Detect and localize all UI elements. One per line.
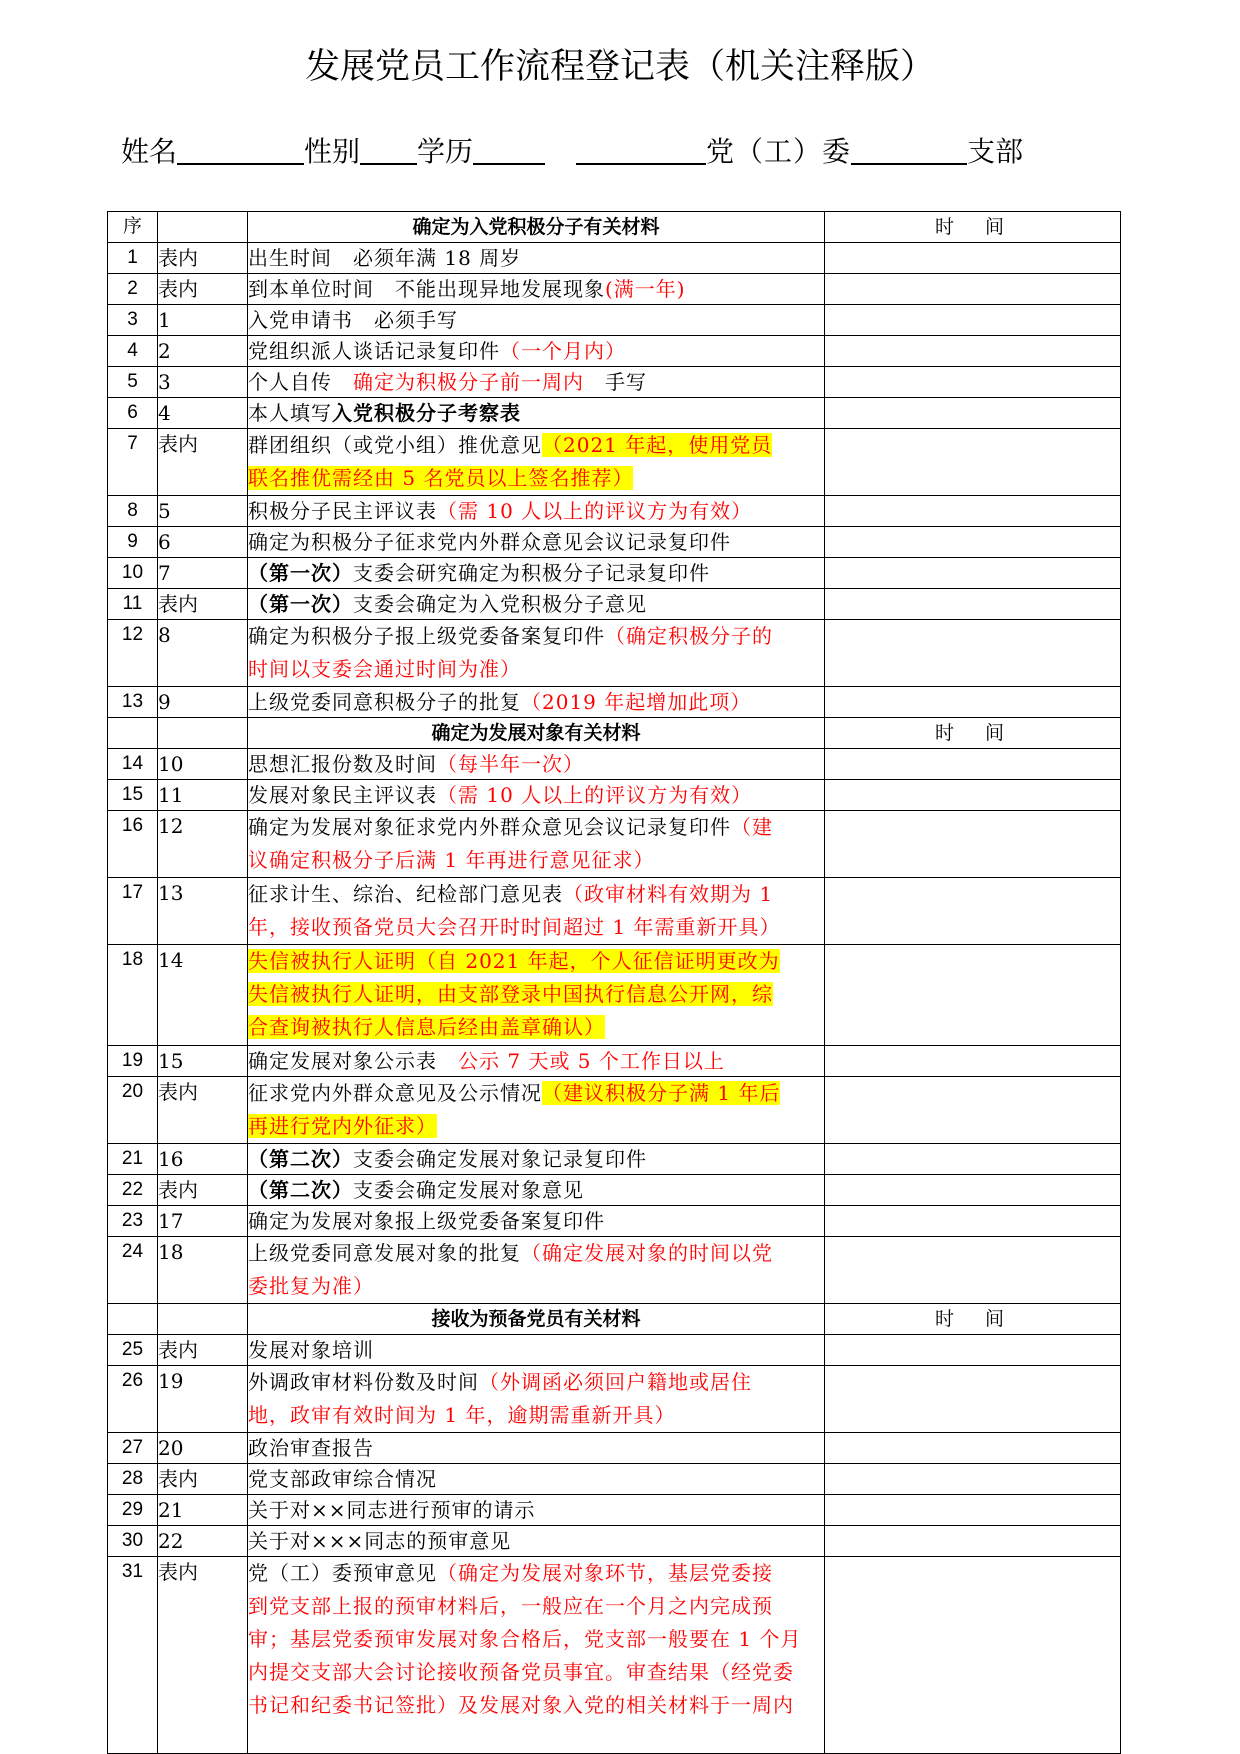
- item-line: [248, 1270, 824, 1303]
- seq-cell: 17: [108, 878, 158, 945]
- time-cell: [825, 1366, 1121, 1433]
- item-cell: [248, 1237, 825, 1304]
- item-line: [248, 305, 824, 335]
- table-row: [108, 1557, 1121, 1754]
- table-row: [108, 811, 1121, 878]
- item-line: [248, 1557, 824, 1590]
- ref-cell: 3: [158, 367, 248, 398]
- item-line: [248, 749, 824, 779]
- ref-cell: 6: [158, 527, 248, 558]
- registration-table-body: [108, 212, 1121, 1754]
- table-row: [108, 589, 1121, 620]
- item-line: [248, 398, 824, 428]
- item-line: [248, 1495, 824, 1525]
- ref-cell: 4: [158, 398, 248, 429]
- item-cell: [248, 589, 825, 620]
- highlighted-annotation: 合查询被执行人信息后经由盖章确认）: [248, 1015, 605, 1039]
- item-text: 确定为积极分子征求党内外群众意见会议记录复印件: [248, 530, 731, 554]
- highlighted-annotation: 失信被执行人证明（自 2021 年起，个人征信证明更改为: [248, 949, 780, 973]
- section-header-row: [108, 1304, 1121, 1335]
- seq-cell: 28: [108, 1464, 158, 1495]
- ref-cell: 18: [158, 1237, 248, 1304]
- time-cell: [825, 945, 1121, 1046]
- time-cell: [825, 367, 1121, 398]
- seq-cell: 5: [108, 367, 158, 398]
- table-row: [108, 558, 1121, 589]
- item-cell: [248, 1495, 825, 1526]
- time-cell: [825, 749, 1121, 780]
- item-line: [248, 1144, 824, 1174]
- item-text: 征求计生、综治、纪检部门意见表: [248, 882, 563, 906]
- ref-cell: 9: [158, 687, 248, 718]
- item-cell: [248, 1206, 825, 1237]
- item-text: 积极分子民主评议表: [248, 499, 437, 523]
- item-line: [248, 1689, 824, 1722]
- seq-cell: 4: [108, 336, 158, 367]
- time-cell: [825, 1335, 1121, 1366]
- seq-cell: 23: [108, 1206, 158, 1237]
- item-line: [248, 243, 824, 273]
- item-line: [248, 1366, 824, 1399]
- item-text: 确定发展对象公示表: [248, 1049, 458, 1073]
- time-cell: [825, 336, 1121, 367]
- ref-cell: 14: [158, 945, 248, 1046]
- time-cell: [825, 687, 1121, 718]
- time-cell: [825, 878, 1121, 945]
- ref-cell: 15: [158, 1046, 248, 1077]
- item-cell: [248, 945, 825, 1046]
- table-row: [108, 274, 1121, 305]
- annotation-text: 时间以支委会通过时间为准）: [248, 657, 521, 681]
- seq-cell: 20: [108, 1077, 158, 1144]
- item-cell: [248, 1144, 825, 1175]
- branch-label: 支部: [967, 135, 1024, 168]
- ref-cell: 表内: [158, 243, 248, 274]
- gender-blank: [360, 135, 417, 165]
- time-cell: [825, 589, 1121, 620]
- seq-header-cell: 序: [108, 212, 158, 243]
- item-cell: [248, 780, 825, 811]
- item-line: [248, 336, 824, 366]
- item-cell: [248, 243, 825, 274]
- table-row: [108, 1335, 1121, 1366]
- time-cell: [825, 398, 1121, 429]
- education-label: 学历: [417, 135, 474, 168]
- item-text: 确定为发展对象征求党内外群众意见会议记录复印件: [248, 815, 731, 839]
- item-cell: [248, 336, 825, 367]
- ref-cell: 表内: [158, 1557, 248, 1754]
- item-cell: [248, 1557, 825, 1754]
- item-line: [248, 1464, 824, 1494]
- item-text: 支委会确定为入党积极分子意见: [353, 592, 647, 616]
- table-row: [108, 1464, 1121, 1495]
- time-cell: [825, 1237, 1121, 1304]
- time-cell: [825, 1046, 1121, 1077]
- table-row: [108, 620, 1121, 687]
- item-cell: [248, 1046, 825, 1077]
- item-line: [248, 1175, 824, 1205]
- ref-cell: 21: [158, 1495, 248, 1526]
- seq-cell: 29: [108, 1495, 158, 1526]
- table-row: [108, 496, 1121, 527]
- item-text: 关于对××同志进行预审的请示: [248, 1498, 536, 1522]
- annotation-text: 内提交支部大会讨论接收预备党员事宜。审查结果（经党委: [248, 1660, 794, 1684]
- item-line: [248, 978, 824, 1011]
- annotation-text: 审；基层党委预审发展对象合格后，党支部一般要在 1 个月: [248, 1627, 802, 1651]
- annotation-text: 地，政审有效时间为 1 年，逾期需重新开具）: [248, 1403, 676, 1427]
- ref-cell: 表内: [158, 1335, 248, 1366]
- item-cell: [248, 811, 825, 878]
- item-cell: [248, 620, 825, 687]
- item-line: [248, 1526, 824, 1556]
- annotation-text: （确定积极分子的: [605, 624, 773, 648]
- seq-cell: 31: [108, 1557, 158, 1754]
- item-line: [248, 620, 824, 653]
- item-text: 思想汇报份数及时间: [248, 752, 437, 776]
- emphasis-text: （第一次）: [248, 592, 353, 616]
- item-line: [248, 844, 824, 877]
- ref-cell: 22: [158, 1526, 248, 1557]
- item-line: [248, 558, 824, 588]
- table-row: [108, 780, 1121, 811]
- item-text: 本人填写: [248, 401, 332, 425]
- seq-cell: 30: [108, 1526, 158, 1557]
- ref-cell: 13: [158, 878, 248, 945]
- table-row: [108, 1175, 1121, 1206]
- ref-cell: 10: [158, 749, 248, 780]
- item-line: [248, 1623, 824, 1656]
- seq-cell: 22: [108, 1175, 158, 1206]
- item-text: 党组织派人谈话记录复印件: [248, 339, 500, 363]
- time-cell: [825, 1526, 1121, 1557]
- seq-cell: 7: [108, 429, 158, 496]
- item-text: 关于对×××同志的预审意见: [248, 1529, 512, 1553]
- item-line: [248, 1399, 824, 1432]
- annotation-text: （一个月内）: [500, 339, 626, 363]
- item-cell: [248, 367, 825, 398]
- gender-label: 性别: [304, 135, 361, 168]
- emphasis-text: （第二次）: [248, 1178, 353, 1202]
- ref-cell: 表内: [158, 1464, 248, 1495]
- item-cell: [248, 274, 825, 305]
- annotation-text: 委批复为准）: [248, 1274, 374, 1298]
- annotation-text: 确定为积极分子前一周内: [353, 370, 584, 394]
- annotation-text: （确定为发展对象环节，基层党委接: [437, 1561, 773, 1585]
- item-text: 党支部政审综合情况: [248, 1467, 437, 1491]
- ref-cell: 表内: [158, 1175, 248, 1206]
- section-header-row: [108, 718, 1121, 749]
- item-cell: [248, 1464, 825, 1495]
- registration-table: [107, 211, 1121, 1754]
- ref-cell: 表内: [158, 274, 248, 305]
- item-text: 支委会确定发展对象记录复印件: [353, 1147, 647, 1171]
- item-line: [248, 1110, 824, 1143]
- annotation-text: 议确定积极分子后满 1 年再进行意见征求）: [248, 848, 655, 872]
- ref-cell: 8: [158, 620, 248, 687]
- seq-cell: 9: [108, 527, 158, 558]
- table-row: [108, 1046, 1121, 1077]
- seq-cell: 15: [108, 780, 158, 811]
- time-cell: [825, 496, 1121, 527]
- highlighted-annotation: 失信被执行人证明，由支部登录中国执行信息公开网，综: [248, 982, 773, 1006]
- item-line: [248, 1077, 824, 1110]
- item-cell: [248, 1433, 825, 1464]
- committee-label: 党（工）委: [706, 135, 852, 168]
- ref-cell: 11: [158, 780, 248, 811]
- seq-cell: 24: [108, 1237, 158, 1304]
- time-cell: [825, 1144, 1121, 1175]
- seq-cell: 26: [108, 1366, 158, 1433]
- time-cell: [825, 1077, 1121, 1144]
- ref-cell: 19: [158, 1366, 248, 1433]
- seq-cell: 14: [108, 749, 158, 780]
- table-row: [108, 305, 1121, 336]
- item-text: 确定为发展对象报上级党委备案复印件: [248, 1209, 605, 1233]
- item-cell: [248, 749, 825, 780]
- annotation-text: （政审材料有效期为 1: [563, 882, 774, 906]
- ref-cell: 表内: [158, 1077, 248, 1144]
- item-line: [248, 429, 824, 462]
- table-row: [108, 243, 1121, 274]
- ref-cell: 1: [158, 305, 248, 336]
- item-line: [248, 274, 824, 304]
- item-line: [248, 1206, 824, 1236]
- highlighted-annotation: 联名推优需经由 5 名党员以上签名推荐）: [248, 466, 634, 490]
- seq-cell: 10: [108, 558, 158, 589]
- table-row: [108, 749, 1121, 780]
- item-line: [248, 811, 824, 844]
- name-blank: [177, 135, 304, 165]
- time-cell: [825, 1464, 1121, 1495]
- seq-cell: 3: [108, 305, 158, 336]
- applicant-info-line: [121, 134, 1023, 170]
- unit-blank: [576, 135, 706, 165]
- table-row: [108, 398, 1121, 429]
- item-line: [248, 496, 824, 526]
- time-cell: [825, 1433, 1121, 1464]
- item-cell: [248, 527, 825, 558]
- item-line: [248, 367, 824, 397]
- table-row: [108, 1237, 1121, 1304]
- item-cell: [248, 558, 825, 589]
- item-text: 政治审查报告: [248, 1436, 374, 1460]
- section-title: 确定为发展对象有关材料: [248, 718, 825, 749]
- time-cell: [825, 1557, 1121, 1754]
- annotation-text: （2019 年起增加此项）: [521, 690, 752, 714]
- time-cell: [825, 274, 1121, 305]
- table-row: [108, 945, 1121, 1046]
- table-row: [108, 687, 1121, 718]
- ref-cell: 7: [158, 558, 248, 589]
- table-row: [108, 1206, 1121, 1237]
- time-header-cell: 时 间: [825, 718, 1121, 749]
- emphasis-text: （第二次）: [248, 1147, 353, 1171]
- item-line: [248, 878, 824, 911]
- item-cell: [248, 305, 825, 336]
- seq-header-cell: [108, 718, 158, 749]
- item-text: 支委会研究确定为积极分子记录复印件: [353, 561, 710, 585]
- ref-cell: 17: [158, 1206, 248, 1237]
- item-line: [248, 1590, 824, 1623]
- seq-cell: 25: [108, 1335, 158, 1366]
- time-cell: [825, 620, 1121, 687]
- time-cell: [825, 429, 1121, 496]
- time-header-cell: 时 间: [825, 212, 1121, 243]
- item-text: 手写: [584, 370, 647, 394]
- time-cell: [825, 558, 1121, 589]
- annotation-text: 书记和纪委书记签批）及发展对象入党的相关材料于一周内: [248, 1693, 794, 1717]
- item-line: [248, 527, 824, 557]
- item-text: 群团组织（或党小组）推优意见: [248, 433, 542, 457]
- annotation-text: (满一年): [605, 277, 686, 301]
- section-header-row: [108, 212, 1121, 243]
- time-cell: [825, 527, 1121, 558]
- highlighted-annotation: （2021 年起，使用党员: [542, 433, 773, 457]
- annotation-text: （每半年一次）: [437, 752, 584, 776]
- seq-cell: 6: [108, 398, 158, 429]
- item-line: [248, 1656, 824, 1689]
- item-line: [248, 780, 824, 810]
- item-line: [248, 653, 824, 686]
- annotation-text: （需 10 人以上的评议方为有效）: [437, 783, 753, 807]
- annotation-text: 年，接收预备党员大会召开时时间超过 1 年需重新开具）: [248, 915, 781, 939]
- seq-cell: 21: [108, 1144, 158, 1175]
- highlighted-annotation: 再进行党内外征求）: [248, 1114, 437, 1138]
- item-text: 确定为积极分子报上级党委备案复印件: [248, 624, 605, 648]
- item-line: [248, 1335, 824, 1365]
- item-text: 发展对象民主评议表: [248, 783, 437, 807]
- item-text: 上级党委同意发展对象的批复: [248, 1241, 521, 1265]
- seq-cell: 8: [108, 496, 158, 527]
- item-line: [248, 589, 824, 619]
- annotation-text: （建: [731, 815, 773, 839]
- section-title: 确定为入党积极分子有关材料: [248, 212, 825, 243]
- item-cell: [248, 687, 825, 718]
- table-row: [108, 429, 1121, 496]
- item-line: [248, 911, 824, 944]
- item-cell: [248, 878, 825, 945]
- table-row: [108, 367, 1121, 398]
- ref-cell: 2: [158, 336, 248, 367]
- seq-cell: 2: [108, 274, 158, 305]
- annotation-text: （外调函必须回户籍地或居住: [479, 1370, 752, 1394]
- ref-cell: 表内: [158, 589, 248, 620]
- emphasis-text: （第一次）: [248, 561, 353, 585]
- ref-cell: 12: [158, 811, 248, 878]
- seq-cell: 1: [108, 243, 158, 274]
- annotation-text: （需 10 人以上的评议方为有效）: [437, 499, 753, 523]
- table-row: [108, 1495, 1121, 1526]
- item-line: [248, 1237, 824, 1270]
- item-cell: [248, 1077, 825, 1144]
- seq-cell: 16: [108, 811, 158, 878]
- seq-cell: 12: [108, 620, 158, 687]
- item-line: [248, 687, 824, 717]
- annotation-text: （确定发展对象的时间以党: [521, 1241, 773, 1265]
- item-text: 外调政审材料份数及时间: [248, 1370, 479, 1394]
- table-row: [108, 336, 1121, 367]
- table-row: [108, 1077, 1121, 1144]
- annotation-text: 到党支部上报的预审材料后，一般应在一个月之内完成预: [248, 1594, 773, 1618]
- item-line: [248, 945, 824, 978]
- seq-header-cell: [108, 1304, 158, 1335]
- item-text: 征求党内外群众意见及公示情况: [248, 1081, 542, 1105]
- committee-blank: [851, 135, 967, 165]
- item-line: [248, 462, 824, 495]
- ref-header-cell: [158, 718, 248, 749]
- item-cell: [248, 429, 825, 496]
- table-row: [108, 878, 1121, 945]
- seq-cell: 18: [108, 945, 158, 1046]
- time-cell: [825, 1495, 1121, 1526]
- table-row: [108, 527, 1121, 558]
- time-cell: [825, 1206, 1121, 1237]
- highlighted-annotation: （建议积极分子满 1 年后: [542, 1081, 781, 1105]
- item-text: 入党申请书 必须手写: [248, 308, 458, 332]
- education-blank: [473, 135, 545, 165]
- item-cell: [248, 1526, 825, 1557]
- time-cell: [825, 811, 1121, 878]
- time-cell: [825, 305, 1121, 336]
- item-text: 出生时间 必须年满 18 周岁: [248, 246, 522, 270]
- item-line: [248, 1011, 824, 1044]
- item-text: 到本单位时间 不能出现异地发展现象: [248, 277, 605, 301]
- annotation-text: 公示 7 天或 5 个工作日以上: [458, 1049, 725, 1073]
- ref-cell: 16: [158, 1144, 248, 1175]
- item-cell: [248, 1175, 825, 1206]
- item-text: 党（工）委预审意见: [248, 1561, 437, 1585]
- time-cell: [825, 243, 1121, 274]
- item-cell: [248, 496, 825, 527]
- item-cell: [248, 398, 825, 429]
- item-line: [248, 1433, 824, 1463]
- time-cell: [825, 780, 1121, 811]
- item-cell: [248, 1366, 825, 1433]
- item-text: 上级党委同意积极分子的批复: [248, 690, 521, 714]
- table-row: [108, 1526, 1121, 1557]
- item-text: 支委会确定发展对象意见: [353, 1178, 584, 1202]
- time-header-cell: 时 间: [825, 1304, 1121, 1335]
- section-title: 接收为预备党员有关材料: [248, 1304, 825, 1335]
- item-text: 发展对象培训: [248, 1338, 374, 1362]
- ref-cell: 表内: [158, 429, 248, 496]
- ref-cell: 5: [158, 496, 248, 527]
- item-cell: [248, 1335, 825, 1366]
- seq-cell: 27: [108, 1433, 158, 1464]
- item-text: 个人自传: [248, 370, 353, 394]
- emphasis-text: 入党积极分子考察表: [332, 401, 521, 425]
- ref-cell: 20: [158, 1433, 248, 1464]
- seq-cell: 19: [108, 1046, 158, 1077]
- ref-header-cell: [158, 212, 248, 243]
- time-cell: [825, 1175, 1121, 1206]
- document-title: 发展党员工作流程登记表（机关注释版）: [304, 47, 935, 87]
- seq-cell: 13: [108, 687, 158, 718]
- seq-cell: 11: [108, 589, 158, 620]
- table-row: [108, 1433, 1121, 1464]
- ref-header-cell: [158, 1304, 248, 1335]
- table-row: [108, 1144, 1121, 1175]
- table-row: [108, 1366, 1121, 1433]
- item-line: [248, 1046, 824, 1076]
- name-label: 姓名: [121, 135, 178, 168]
